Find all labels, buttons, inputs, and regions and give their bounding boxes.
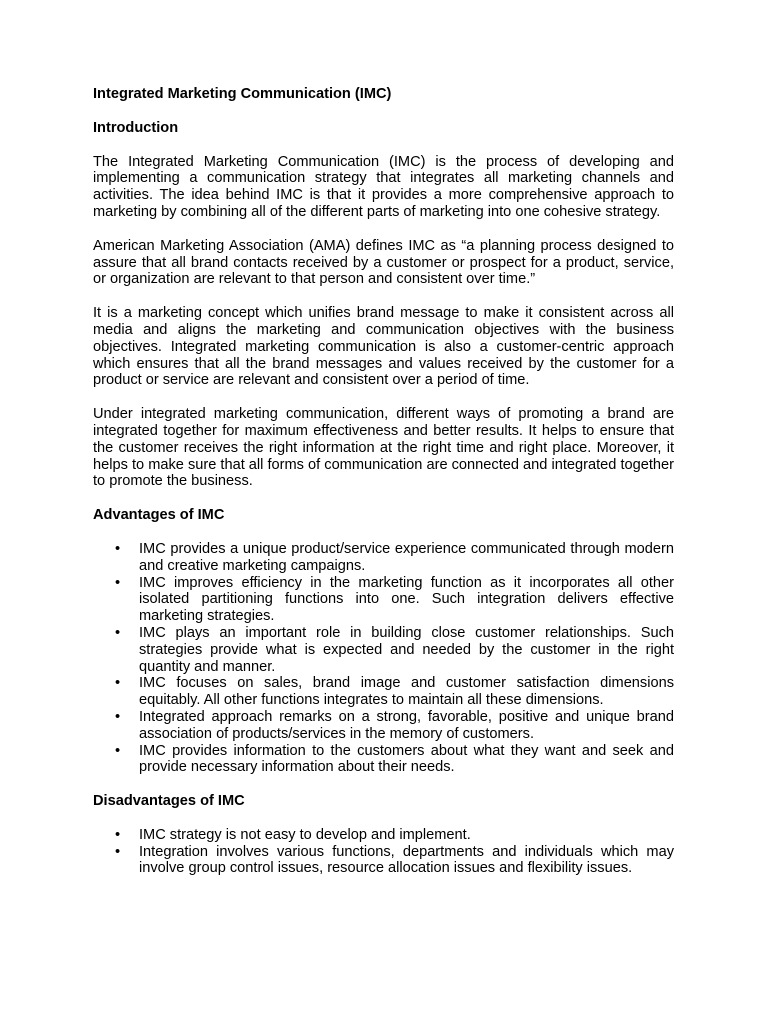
list-item bbox=[93, 844, 674, 878]
bullet-icon: • bbox=[115, 708, 121, 725]
list-item bbox=[93, 541, 674, 575]
advantages-heading: Advantages of IMC bbox=[93, 507, 225, 524]
list-item-text: Integrated approach remarks on a strong, favorable, positive and unique brand association of products/services in the memory of customers. bbox=[139, 708, 674, 742]
list-item-text: IMC focuses on sales, brand image and customer satisfaction dimensions equitably. All other functions integrates to maintain all these dimensions. bbox=[139, 675, 674, 709]
list-item bbox=[93, 709, 674, 743]
list-item bbox=[93, 743, 674, 777]
intro-paragraph-4: Under integrated marketing communication, different ways of promoting a brand are integrated together for maximum effectiveness and better results. It helps to ensure that the customer receives the right information at the right time and right place. Moreover, it helps to make sure that all forms of communication are connected and integrated together to promote the business. bbox=[93, 406, 674, 490]
list-item bbox=[93, 625, 674, 675]
bullet-icon: • bbox=[115, 742, 121, 759]
list-item-text: IMC plays an important role in building close customer relationships. Such strategies provide what is expected and needed by the customer in the right quantity and manner. bbox=[139, 624, 674, 675]
intro-paragraph-3: It is a marketing concept which unifies brand message to make it consistent across all media and aligns the marketing and communication objectives with the business objectives. Integrated marketing communication is also a customer-centric approach which ensures that all the brand messages and values received by the customer for a product or service are relevant and consistent over a period of time. bbox=[93, 305, 674, 389]
disadvantages-heading: Disadvantages of IMC bbox=[93, 793, 245, 810]
list-item-text: IMC provides a unique product/service experience communicated through modern and creative marketing campaigns. bbox=[139, 540, 674, 574]
list-item-text: Integration involves various functions, departments and individuals which may involve group control issues, resource allocation issues and flexibility issues. bbox=[139, 843, 674, 877]
list-item bbox=[93, 575, 674, 625]
list-item bbox=[93, 827, 674, 844]
list-item bbox=[93, 675, 674, 709]
bullet-icon: • bbox=[115, 826, 121, 843]
document-title: Integrated Marketing Communication (IMC) bbox=[93, 86, 392, 102]
list-item-text: IMC strategy is not easy to develop and implement. bbox=[139, 826, 471, 843]
bullet-icon: • bbox=[115, 624, 121, 641]
disadvantages-list bbox=[93, 827, 674, 877]
advantages-list bbox=[93, 541, 674, 776]
bullet-icon: • bbox=[115, 540, 121, 557]
list-item-text: IMC provides information to the customers about what they want and seek and provide necessary information about their needs. bbox=[139, 742, 674, 776]
bullet-icon: • bbox=[115, 675, 121, 692]
document-page bbox=[93, 86, 674, 894]
list-item-text: IMC improves efficiency in the marketing function as it incorporates all other isolated partitioning functions into one. Such integration delivers effective marketing strategies. bbox=[139, 574, 674, 625]
bullet-icon: • bbox=[115, 843, 121, 860]
introduction-heading: Introduction bbox=[93, 119, 179, 136]
bullet-icon: • bbox=[115, 574, 121, 591]
intro-paragraph-2: American Marketing Association (AMA) defines IMC as “a planning process designed to assure that all brand contacts received by a customer or prospect for a product, service, or organization are relevant to that person and consistent over time.” bbox=[93, 237, 674, 288]
intro-paragraph-1: The Integrated Marketing Communication (IMC) is the process of developing and implementing a communication strategy that integrates all marketing channels and activities. The idea behind IMC is that it provides a more comprehensive approach to marketing by combining all of the different parts of marketing into one cohesive strategy. bbox=[93, 153, 674, 220]
